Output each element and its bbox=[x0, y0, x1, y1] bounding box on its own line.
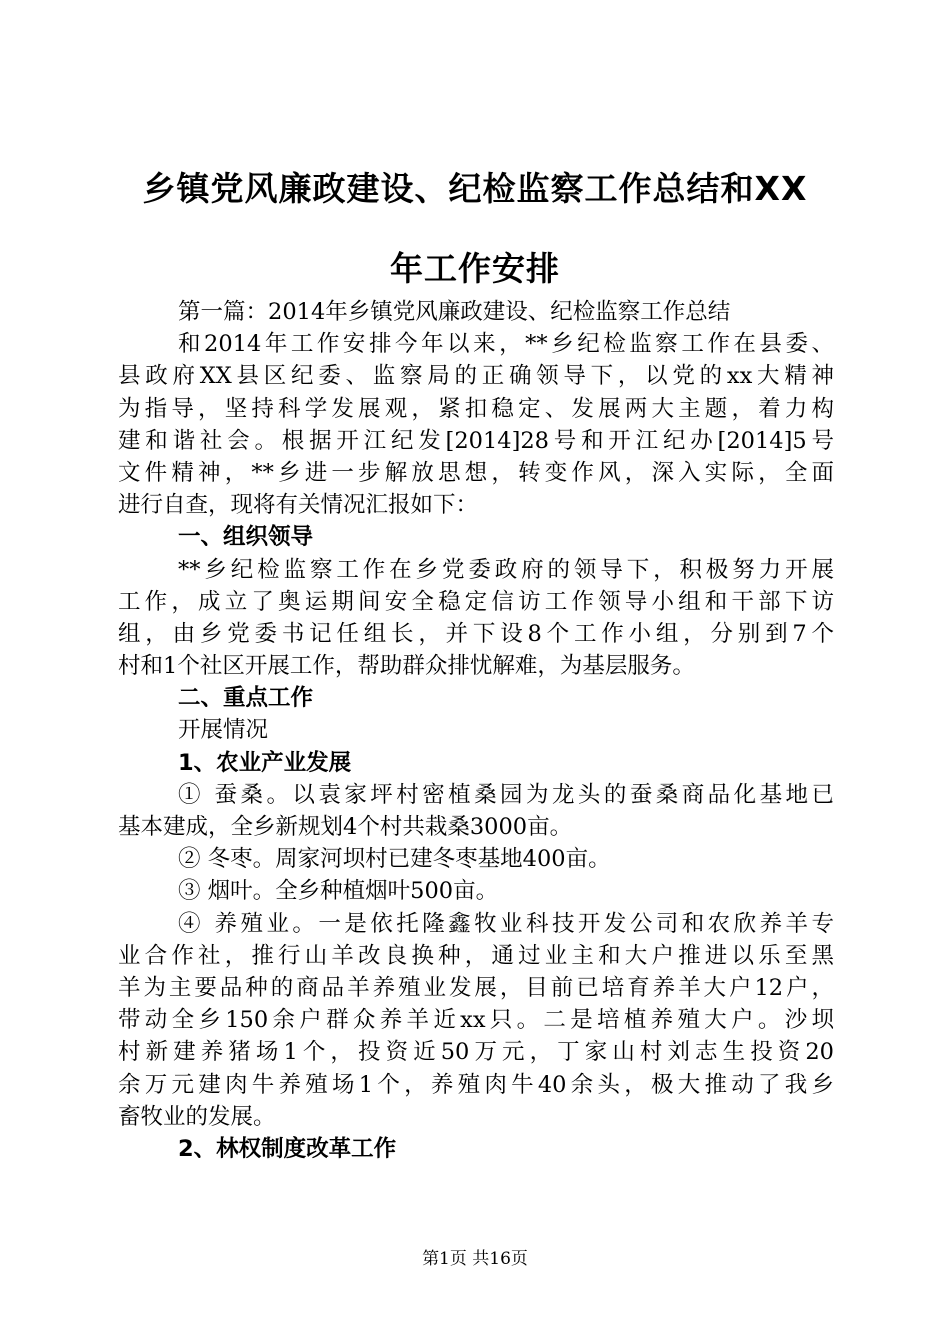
body-line: ③ 烟叶。全乡种植烟叶500亩。 bbox=[178, 878, 499, 905]
body-line: ① 蚕桑。以袁家坪村密植桑园为龙头的蚕桑商品化基地已 bbox=[178, 781, 834, 808]
body-line: 畜牧业的发展。 bbox=[118, 1103, 276, 1130]
body-line: 第一篇：2014年乡镇党风廉政建设、纪检监察工作总结 bbox=[178, 299, 731, 325]
body-line: 组，由乡党委书记任组长，并下设8个工作小组，分别到7个 bbox=[118, 620, 834, 647]
body-line: 业合作社，推行山羊改良换种，通过业主和大户推进以乐至黑 bbox=[118, 942, 834, 969]
section-heading: 一、组织领导 bbox=[178, 524, 314, 551]
document-title-line-1: 乡镇党风廉政建设、纪检监察工作总结和XX bbox=[142, 169, 808, 208]
body-line: 进行自查，现将有关情况汇报如下： bbox=[118, 492, 479, 519]
section-heading: 1、农业产业发展 bbox=[178, 749, 352, 776]
body-line: ② 冬枣。周家河坝村已建冬枣基地400亩。 bbox=[178, 846, 611, 873]
body-line: 村新建养猪场1个，投资近50万元，丁家山村刘志生投资20 bbox=[118, 1039, 834, 1066]
body-line: 为指导，坚持科学发展观，紧扣稳定、发展两大主题，着力构 bbox=[118, 395, 834, 422]
body-line: 建和谐社会。根据开江纪发[2014]28号和开江纪办[2014]5号 bbox=[118, 427, 834, 454]
body-line: 余万元建肉牛养殖场1个，养殖肉牛40余头，极大推动了我乡 bbox=[118, 1071, 834, 1098]
document-body bbox=[118, 296, 834, 1165]
body-line: 县政府XX县区纪委、监察局的正确领导下，以党的xx大精神 bbox=[118, 363, 834, 390]
document-title-line-2: 年工作安排 bbox=[390, 249, 560, 288]
body-line: 和2014年工作安排今年以来，**乡纪检监察工作在县委、 bbox=[178, 331, 834, 358]
section-heading: 二、重点工作 bbox=[178, 685, 314, 712]
body-line: 村和1个社区开展工作，帮助群众排忧解难，为基层服务。 bbox=[118, 653, 695, 680]
body-line: 开展情况 bbox=[178, 717, 269, 744]
body-line: 基本建成，全乡新规划4个村共栽桑3000亩。 bbox=[118, 814, 573, 840]
section-heading: 2、林权制度改革工作 bbox=[178, 1135, 397, 1162]
body-line: ④ 养殖业。一是依托隆鑫牧业科技开发公司和农欣养羊专 bbox=[178, 910, 834, 937]
body-line: **乡纪检监察工作在乡党委政府的领导下，积极努力开展 bbox=[178, 556, 834, 583]
body-line: 带动全乡150余户群众养羊近xx只。二是培植养殖大户。沙坝 bbox=[118, 1007, 834, 1034]
body-line: 羊为主要品种的商品羊养殖业发展，目前已培育养羊大户12户， bbox=[118, 974, 834, 1001]
body-line: 工作，成立了奥运期间安全稳定信访工作领导小组和干部下访 bbox=[118, 588, 834, 615]
page-footer: 第1页 共16页 bbox=[422, 1249, 528, 1269]
body-line: 文件精神，**乡进一步解放思想，转变作风，深入实际，全面 bbox=[118, 459, 834, 486]
